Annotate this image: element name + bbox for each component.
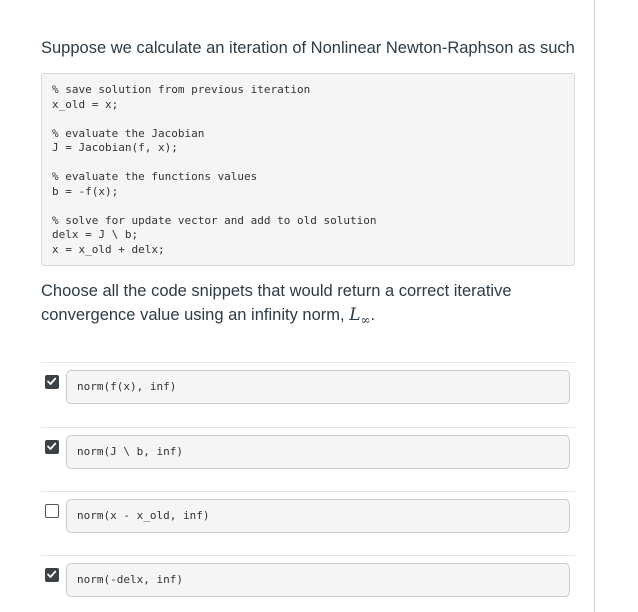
code-line: % evaluate the Jacobian <box>52 126 205 140</box>
checkmark-icon <box>46 569 57 580</box>
answer-code[interactable]: norm(-delx, inf) <box>66 563 570 597</box>
code-line-blank <box>52 156 564 171</box>
code-line: % solve for update vector and add to old solution <box>52 213 377 227</box>
answer-option[interactable] <box>41 555 575 610</box>
math-subscript: ∞ <box>360 313 371 327</box>
answer-code[interactable]: norm(x - x_old, inf) <box>66 499 570 533</box>
answer-option[interactable] <box>41 427 575 482</box>
checkmark-icon <box>46 376 57 387</box>
answer-option[interactable] <box>41 491 575 546</box>
math-symbol: L <box>349 305 361 325</box>
answer-checkbox[interactable] <box>45 375 59 389</box>
answer-option[interactable] <box>41 362 575 417</box>
code-line: x_old = x; <box>52 97 119 111</box>
answer-code[interactable]: norm(J \ b, inf) <box>66 435 570 469</box>
code-line: % evaluate the functions values <box>52 170 258 183</box>
code-line: x = x_old + delx; <box>52 242 165 256</box>
code-line-blank <box>52 112 564 127</box>
code-line: J = Jacobian(f, x); <box>52 141 178 154</box>
answer-code[interactable]: norm(f(x), inf) <box>66 370 570 404</box>
question-intro: Suppose we calculate an iteration of Nonlinear Newton-Raphson as such <box>41 39 575 57</box>
answer-checkbox[interactable] <box>45 440 59 454</box>
checkmark-icon <box>46 441 57 452</box>
answer-checkbox[interactable] <box>45 504 59 518</box>
prompt-text: Choose all the code snippets that would return a correct iterative convergence value using an infinity norm, <box>41 282 512 324</box>
answer-checkbox[interactable] <box>45 568 59 582</box>
question-prompt <box>41 279 581 332</box>
code-line: % save solution from previous iteration <box>52 83 311 96</box>
code-block <box>41 73 575 266</box>
code-line: b = -f(x); <box>52 184 119 198</box>
code-line: delx = J \ b; <box>52 228 139 241</box>
math-trailing: . <box>370 306 376 324</box>
code-line-blank <box>52 199 564 214</box>
